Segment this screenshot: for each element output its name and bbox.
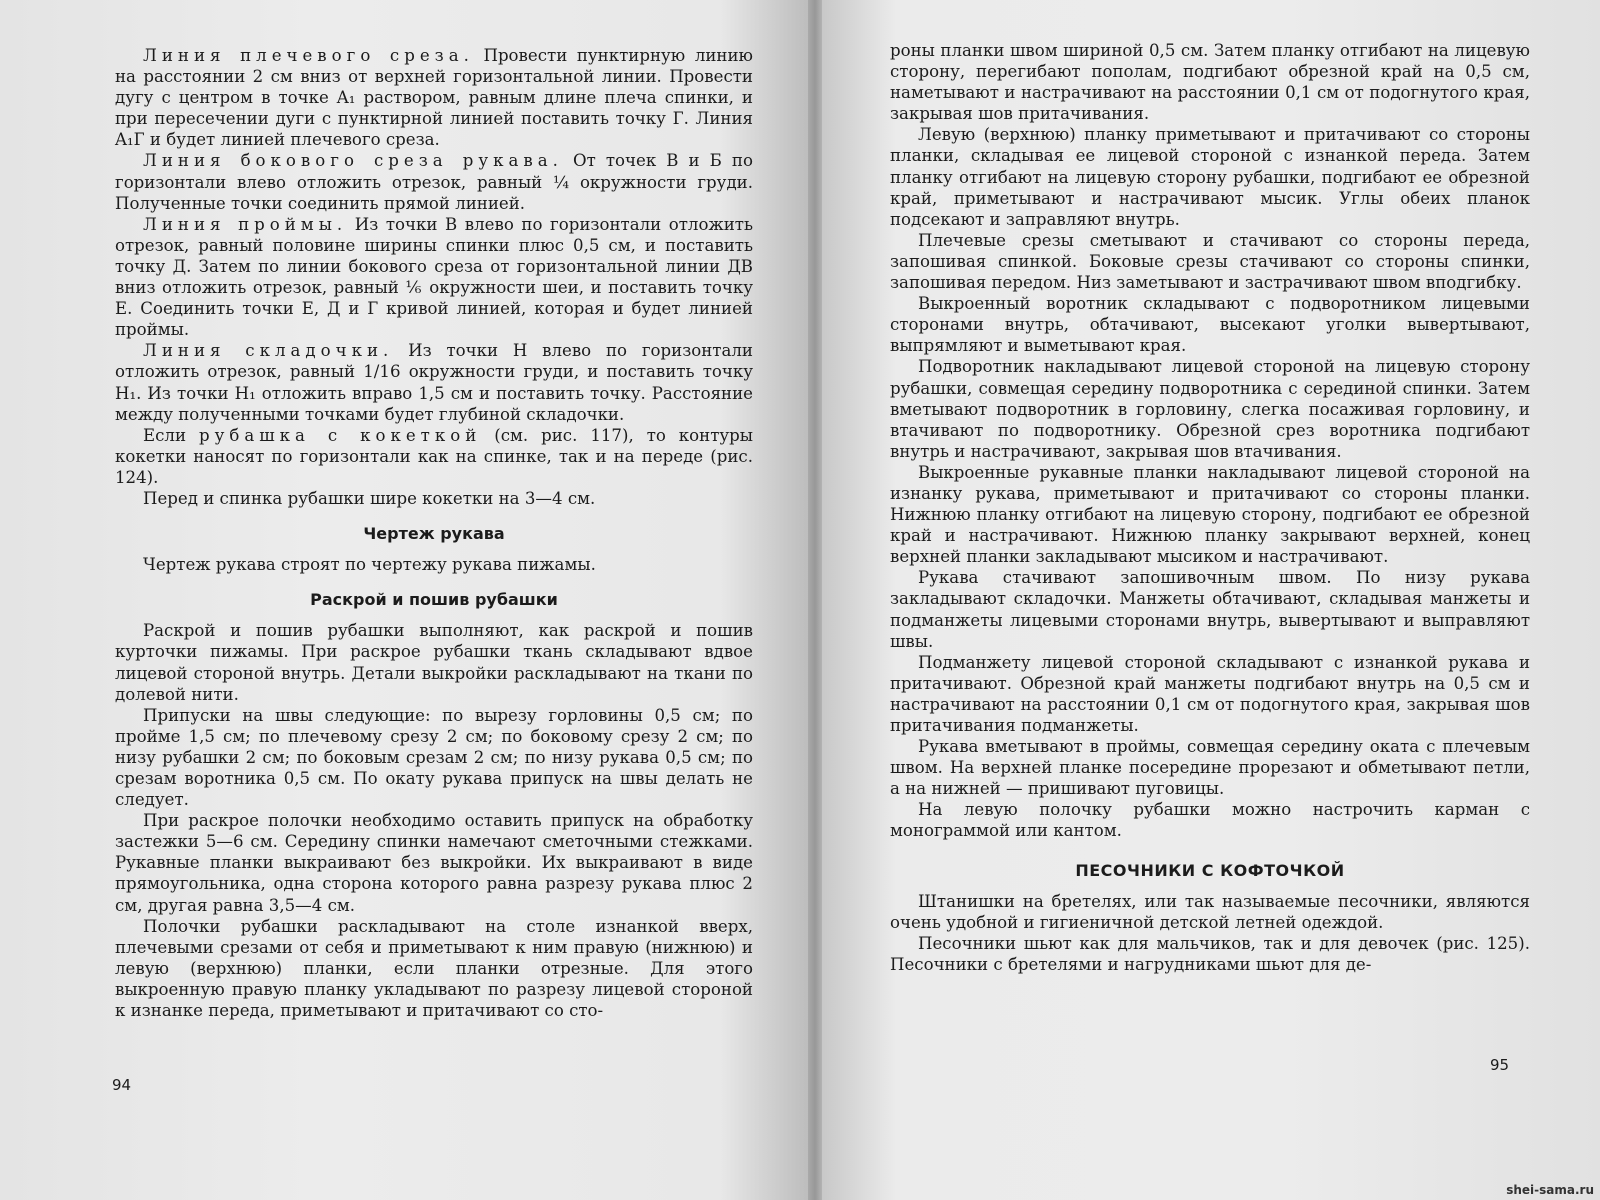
right-page <box>815 0 1600 1200</box>
paragraph-rompers-1: Штанишки на бретелях, или так называемые песочники, являются очень удобной и гигиеничной детской летней одеждой. <box>890 891 1530 932</box>
paragraph-text: Если <box>143 425 199 445</box>
paragraph-rompers-2: Песочники шьют как для мальчиков, так и для девочек (рис. 125). Песочники с бретелями и нагрудниками шьют для де- <box>890 933 1530 974</box>
paragraph-undercuff: Подманжету лицевой стороной складывают с изнанкой рукава и притачивают. Обрезной край манжеты подгибают внутрь на 0,5 см и настрачивают на расстоянии 0,1 см от подогнутого края, закрывая шов притачивания подманжеты. <box>890 652 1530 735</box>
term-shoulder-line: Линия плечевого среза. <box>143 46 474 65</box>
term-pleat-line: Линия складочки. <box>143 341 394 361</box>
paragraph-pocket: На левую полочку рубашки можно настрочить карман с монограммой или кантом. <box>890 800 1530 841</box>
heading-cut-and-sew: Раскрой и пошив рубашки <box>310 590 558 610</box>
heading-rompers: ПЕСОЧНИКИ С КОФТОЧКОЙ <box>1075 860 1345 880</box>
paragraph-pleat-line <box>115 340 753 424</box>
paragraph-side-sleeve-line <box>115 150 753 213</box>
paragraph-left-placket: Левую (верхнюю) планку приметывают и притачивают со стороны планки, складывая ее лицевой стороной с изнанкой переда. Затем планку отгибают на лицевую сторону рубашки, подгибают ее обрезной край, приметывают и настрачивают мысик. Углы обеих планок подсекают и заправляют внутрь. <box>890 125 1530 229</box>
site-watermark: shei-sama.ru <box>1506 1183 1594 1197</box>
paragraph-front-back-width: Перед и спинка рубашки шире кокетки на 3—4 см. <box>143 488 596 508</box>
paragraph-collar: Выкроенный воротник складывают с подворотником лицевыми сторонами внутрь, обтачивают, высекают уголки вывертывают, выпрямляют и выметывают края. <box>890 294 1530 356</box>
paragraph-continued: роны планки швом шириной 0,5 см. Затем планку отгибают на лицевую сторону, перегибают пополам, подгибают обрезной край на 0,5 см, наметывают и настрачивают на расстоянии 0,1 см от подогнутого края, закрывая шов притачивания. <box>890 41 1530 124</box>
paragraph-sleeves-cuffs: Рукава стачивают запошивочным швом. По низу рукава закладывают складочки. Манжеты обтачивают, складывая манжеты и подманжеты лицевыми сторонами внутрь, вывертывают и выправляют швы. <box>890 568 1530 651</box>
paragraph-text: От точек В и Б по горизонтали влево отложить отрезок, равный ¼ окружности груди. Полученные точки соединить прямой линией. <box>115 151 753 213</box>
term-side-sleeve-line: Линия бокового среза рукава. <box>143 151 563 171</box>
paragraph-shoulder-seams: Плечевые срезы сметывают и стачивают со стороны переда, запошивая спинкой. Боковые срезы стачивают со стороны спинки, запошивая передом. Низ заметывают и застрачивают швом вподгибку. <box>890 230 1530 293</box>
paragraph-cut-2: Припуски на швы следующие: по вырезу горловины 0,5 см; по пройме 1,5 см; по плечевому срезу 2 см; по боковому срезу 2 см; по низу рубашки 2 см; по боковым срезам 2 см; по низу рукава 0,5 см; по срезам воротника 0,5 см. По окату рукава припуск на швы делать не следует. <box>115 705 753 810</box>
paragraph-shoulder-line <box>115 45 753 150</box>
page-number-right: 95 <box>1490 1056 1510 1074</box>
paragraph-undercollar: Подворотник накладывают лицевой стороной на лицевую сторону рубашки, совмещая середину подворотника с серединой спинки. Затем вметывают подворотник в горловину, слегка посаживая горловину, и втачивают по подворотнику. Обрезной срез воротника подгибают внутрь и настрачивают, закрывая шов втачивания. <box>890 357 1530 461</box>
paragraph-sleeve-draft: Чертеж рукава строят по чертежу рукава пижамы. <box>143 555 596 575</box>
term-armhole-line: Линия проймы. <box>143 214 348 234</box>
paragraph-yoke <box>115 425 753 488</box>
paragraph-text: (см. рис. 117), то контуры кокетки наносят по горизонтали как на спинке, так и на переде (рис. 124). <box>115 425 753 487</box>
term-yoke-shirt: рубашка с кокеткой <box>198 425 482 445</box>
left-page-text <box>115 45 753 1021</box>
paragraph-text: Провести пунктирную линию на расстоянии 2 см вниз от верхней горизонтальной линии. Провести дугу с центром в точке A₁ раствором, равным длине плеча спинки, и при пересечении дуги с пунктирной линией поставить точку Г. Линия A₁Г и будет линией плечевого среза. <box>115 46 753 150</box>
paragraph-text: Из точки В влево по горизонтали отложить отрезок, равный половине ширины спинки плюс 0,5 см, и поставить точку Д. Затем по линии бокового среза от горизонтальной линии ДВ вниз отложить отрезок, равный ⅙ окружности шеи, и поставить точку Е. Соединить точки Е, Д и Г кривой линией, которая и будет линией проймы. <box>115 214 753 340</box>
paragraph-set-sleeves: Рукава вметывают в проймы, совмещая середину оката с плечевым швом. На верхней планке посередине прорезают и обметывают петли, а на нижней — пришивают пуговицы. <box>890 737 1530 799</box>
paragraph-armhole-line <box>115 214 753 341</box>
page-number-left: 94 <box>112 1076 132 1094</box>
paragraph-text: Из точки Н влево по горизонтали отложить отрезок, равный 1/16 окружности груди, и поставить точку H₁. Из точки H₁ отложить вправо 1,5 см и поставить точку. Расстояние между полученными точками будет глубиной складочки. <box>115 341 753 424</box>
heading-sleeve-draft: Чертеж рукава <box>363 524 505 544</box>
paragraph-cut-1: Раскрой и пошив рубашки выполняют, как раскрой и пошив курточки пижамы. При раскрое рубашки ткань складывают вдвое лицевой стороной внутрь. Детали выкройки раскладывают на ткани по долевой нити. <box>115 621 753 704</box>
paragraph-sleeve-plackets: Выкроенные рукавные планки накладывают лицевой стороной на изнанку рукава, приметывают и притачивают со стороны планки. Нижнюю планку отгибают на лицевую сторону, подгибают ее обрезной край и настрачивают. Нижнюю планку закрывают верхней, конец верхней планки закладывают мысиком и настрачивают. <box>890 462 1530 567</box>
paragraph-cut-4: Полочки рубашки раскладывают на столе изнанкой вверх, плечевыми срезами от себя и приметывают к ним правую (нижнюю) и левую (верхнюю) планки, если планки отрезные. Для этого выкроенную правую планку укладывают по разрезу лицевой стороной к изнанке переда, приметывают и притачивают со сто- <box>115 916 753 1021</box>
right-page-text <box>890 40 1530 975</box>
paragraph-cut-3: При раскрое полочки необходимо оставить припуск на обработку застежки 5—6 см. Середину спинки намечают сметочными стежками. Рукавные планки выкраивают без выкройки. Их выкраивают в виде прямоугольника, одна сторона которого равна разрезу рукава плюс 2 см, другая равна 3,5—4 см. <box>115 811 753 915</box>
